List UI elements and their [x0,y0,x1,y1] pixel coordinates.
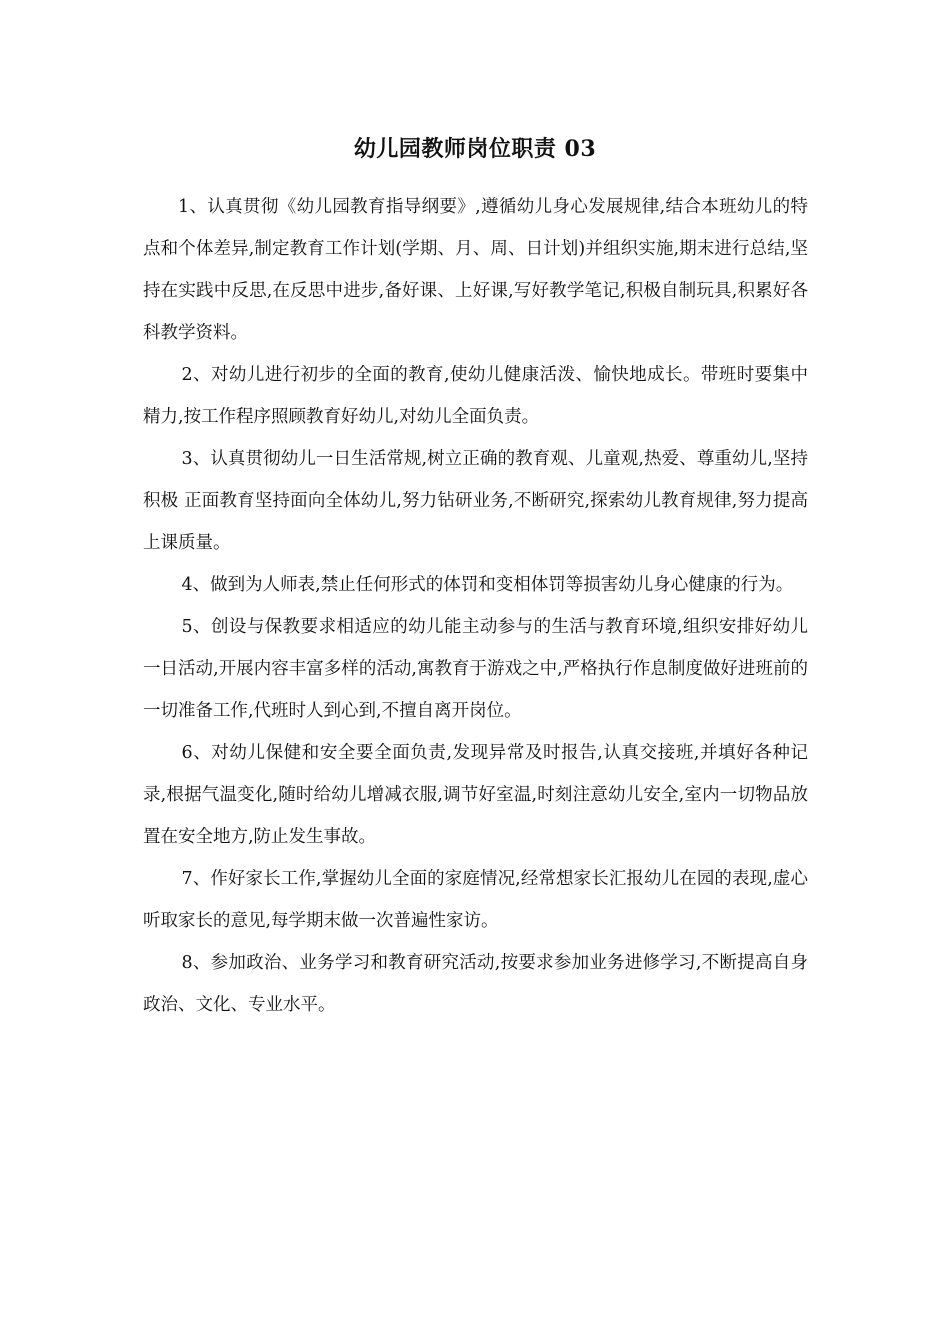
paragraph-8: 8、参加政治、业务学习和教育研究活动,按要求参加业务进修学习,不断提高自身政治、文化、专业水平。 [143,953,808,1015]
document-body [143,186,808,1026]
paragraph-2: 2、对幼儿进行初步的全面的教育,使幼儿健康活泼、愉快地成长。带班时要集中精力,按工作程序照顾教育好幼儿,对幼儿全面负责。 [143,365,808,427]
paragraph-1: 1、认真贯彻《幼儿园教育指导纲要》,遵循幼儿身心发展规律,结合本班幼儿的特点和个体差异,制定教育工作计划(学期、月、周、日计划)并组织实施,期末进行总结,坚持在实践中反思,在反思中进步,备好课、上好课,写好教学笔记,积极自制玩具,积累好各科教学资料。 [143,197,808,343]
paragraph-3: 3、认真贯彻幼儿一日生活常规,树立正确的教育观、儿童观,热爱、尊重幼儿,坚持积极 正面教育坚持面向全体幼儿,努力钻研业务,不断研究,探索幼儿教育规律,努力提高上课质量。 [143,449,808,553]
paragraph-5: 5、创设与保教要求相适应的幼儿能主动参与的生活与教育环境,组织安排好幼儿一日活动,开展内容丰富多样的活动,寓教育于游戏之中,严格执行作息制度做好进班前的一切准备工作,代班时人到心到,不擅自离开岗位。 [143,617,808,721]
paragraph-7: 7、作好家长工作,掌握幼儿全面的家庭情况,经常想家长汇报幼儿在园的表现,虚心听取家长的意见,每学期末做一次普遍性家访。 [143,869,808,931]
paragraph-4: 4、做到为人师表,禁止任何形式的体罚和变相体罚等损害幼儿身心健康的行为。 [181,575,794,595]
document-title: 幼儿园教师岗位职责 03 [353,136,597,162]
paragraph-6: 6、对幼儿保健和安全要全面负责,发现异常及时报告,认真交接班,并填好各种记录,根据气温变化,随时给幼儿增减衣服,调节好室温,时刻注意幼儿安全,室内一切物品放置在安全地方,防止发生事故。 [143,743,808,847]
